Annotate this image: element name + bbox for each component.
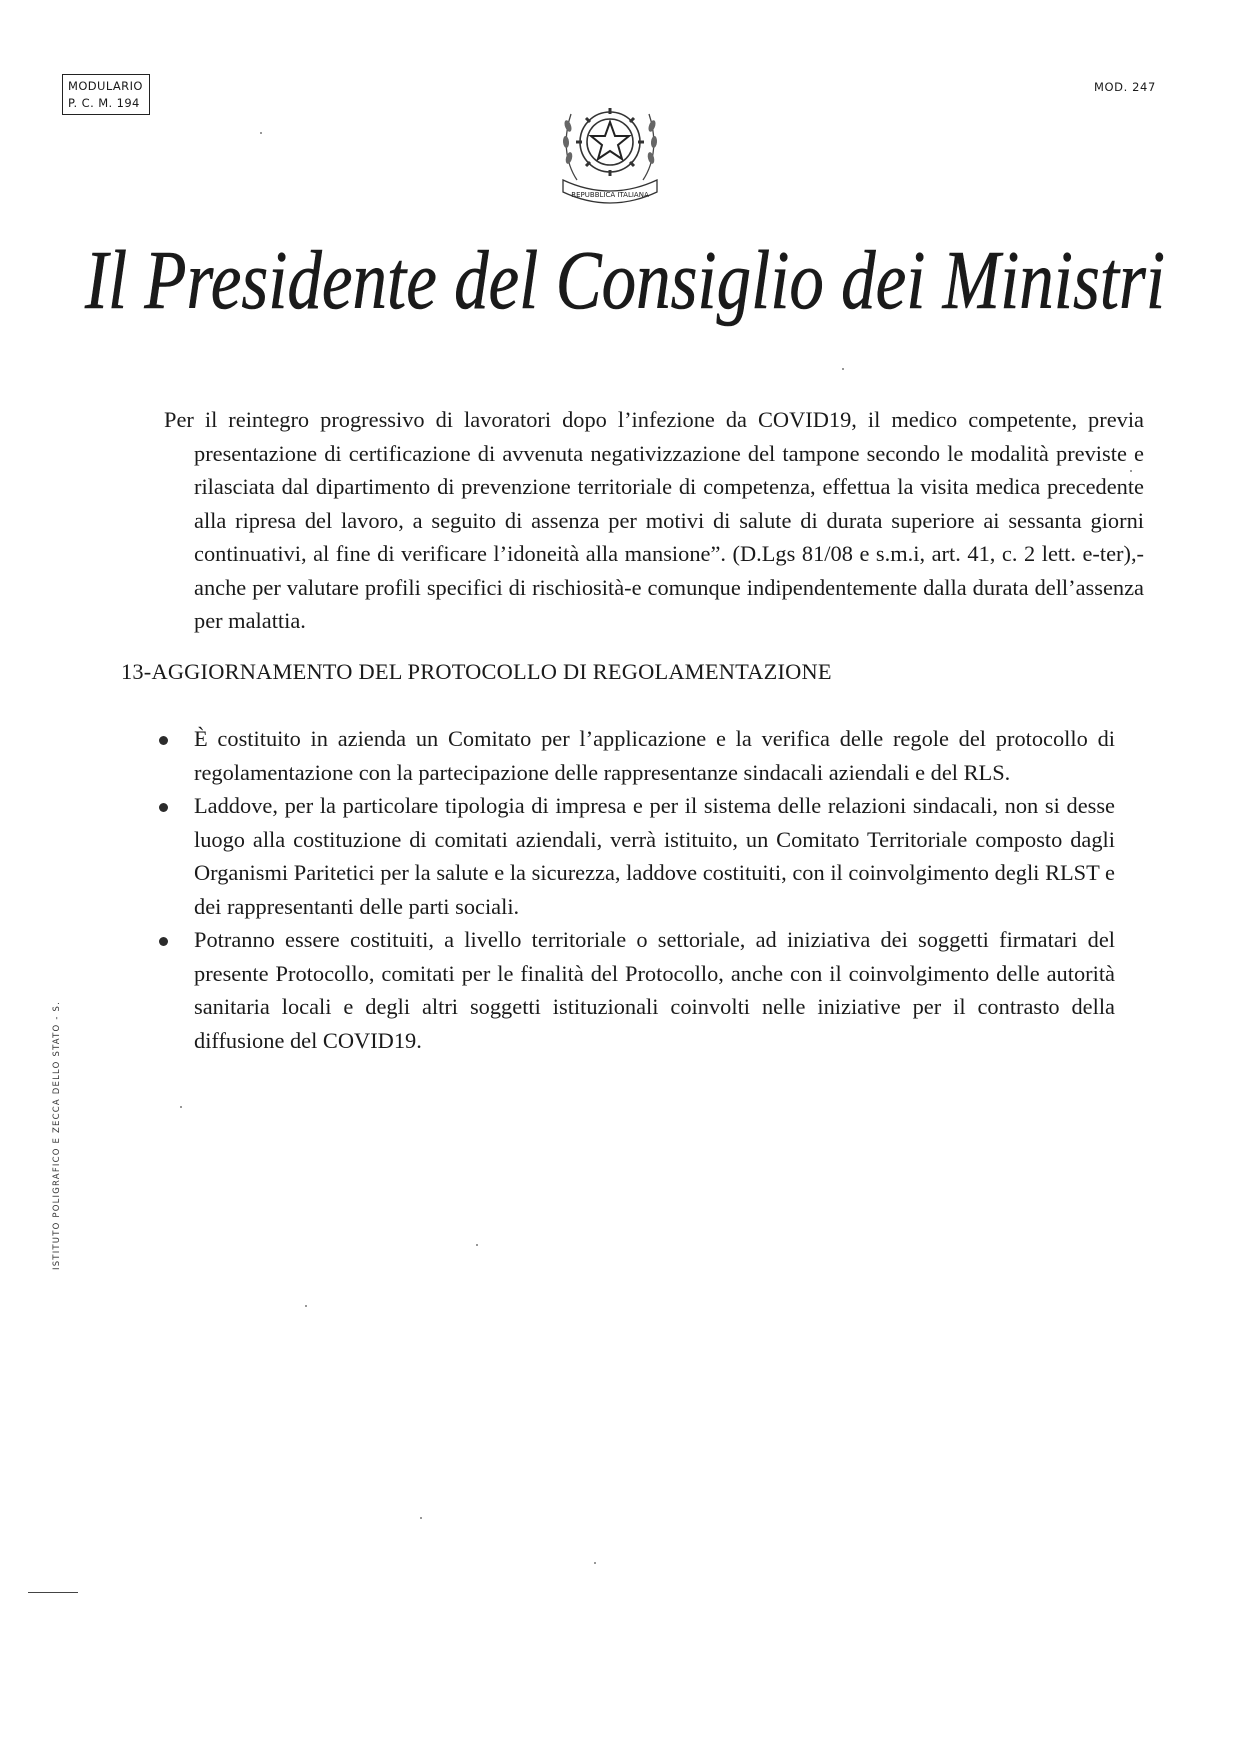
scan-speck bbox=[305, 1305, 307, 1307]
scan-speck bbox=[842, 368, 844, 370]
printer-imprint: ISTITUTO POLIGRAFICO E ZECCA DELLO STATO - S. bbox=[52, 1000, 62, 1270]
header-title-text: Il Presidente del Consiglio dei Ministri bbox=[84, 234, 1166, 327]
form-box-line-1: MODULARIO bbox=[68, 79, 143, 93]
list-item-text: Laddove, per la particolare tipologia di impresa e per il sistema delle relazioni sindacali, non si desse luogo alla costituzione di comitati aziendali, verrà istituito, un Comitato Territoriale composto dagli Organismi Paritetici per la salute e la sicurezza, laddove costituiti, con il coinvolgimento degli RLST e dei rappresentanti delle parti sociali. bbox=[194, 793, 1115, 919]
scan-speck bbox=[180, 1106, 182, 1108]
form-code: MOD. 247 bbox=[1094, 80, 1156, 94]
scan-speck bbox=[476, 1244, 478, 1246]
list-item bbox=[150, 722, 1115, 789]
list-item bbox=[150, 789, 1115, 923]
scan-speck bbox=[1130, 470, 1132, 472]
list-item bbox=[150, 923, 1115, 1057]
list-item-text: È costituito in azienda un Comitato per l’applicazione e la verifica delle regole del protocollo di regolamentazione con la partecipazione delle rappresentanze sindacali aziendali e del RLS. bbox=[194, 726, 1115, 785]
bullet-icon bbox=[159, 736, 168, 745]
section-heading: 13-AGGIORNAMENTO DEL PROTOCOLLO DI REGOLAMENTAZIONE bbox=[121, 659, 832, 684]
scan-speck bbox=[420, 1517, 422, 1519]
emblem-motto: REPUBBLICA ITALIANA bbox=[571, 191, 649, 199]
margin-divider bbox=[28, 1592, 78, 1593]
scan-speck bbox=[594, 1562, 596, 1564]
body-paragraph: Per il reintegro progressivo di lavoratori dopo l’infezione da COVID19, il medico competente, previa presentazione di certificazione di avvenuta negativizzazione del tampone secondo le modalità previste e rilasciata dal dipartimento di prevenzione territoriale di competenza, effettua la visita medica precedente alla ripresa del lavoro, a seguito di assenza per motivi di salute di durata superiore ai sessanta giorni continuativi, al fine di verificare l’idoneità alla mansione”. (D.Lgs 81/08 e s.m.i, art. 41, c. 2 lett. e-ter),-anche per valutare profili specifici di rischiosità-e comunque indipendentemente dalla durata dell’assenza per malattia. bbox=[164, 407, 1144, 634]
bullet-icon bbox=[159, 803, 168, 812]
italian-republic-emblem-icon bbox=[557, 92, 663, 210]
bullet-icon bbox=[159, 937, 168, 946]
header-title bbox=[70, 220, 1180, 350]
form-box-label bbox=[62, 74, 150, 115]
scan-speck bbox=[260, 132, 262, 134]
bullet-list bbox=[150, 722, 1115, 1057]
form-box-line-2: P. C. M. 194 bbox=[68, 96, 140, 110]
list-item-text: Potranno essere costituiti, a livello territoriale o settoriale, ad iniziativa dei soggetti firmatari del presente Protocollo, comitati per le finalità del Protocollo, anche con il coinvolgimento delle autorità sanitaria locali e degli altri soggetti istituzionali coinvolti nelle iniziative per il contrasto della diffusione del COVID19. bbox=[194, 927, 1115, 1053]
